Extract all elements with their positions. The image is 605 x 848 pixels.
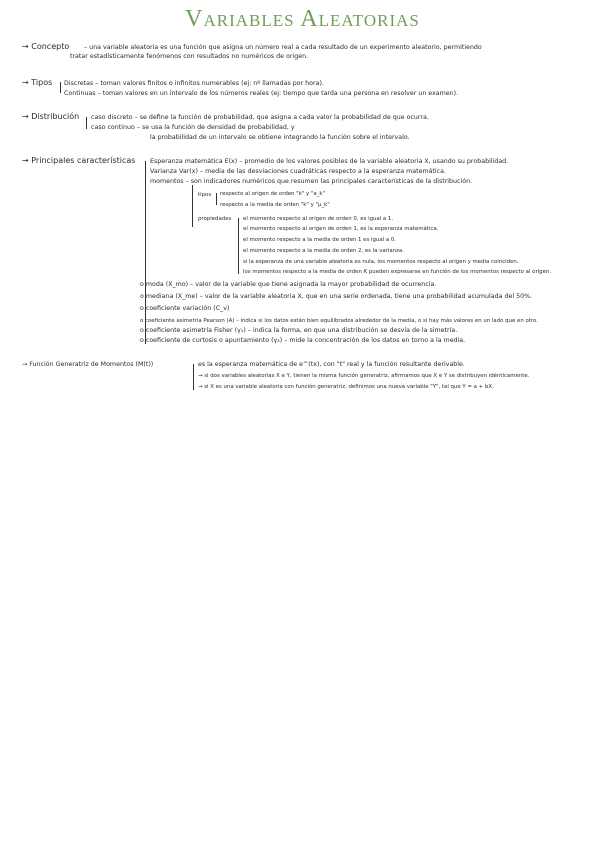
propiedad-3: el momento respecto a la media de orden 1 es igual a 0. [243, 237, 397, 243]
distribucion-brace [86, 117, 87, 129]
propiedades-brace [238, 218, 239, 274]
tipos-discretas: Discretas – toman valores finitos o infinitos numerables (ej: nº llamadas por hora). [64, 80, 324, 87]
coef-curtosis-text: o coeficiente de curtosis o apuntamiento (γ₂) – mide la concentración de los datos en torno a la media. [140, 337, 466, 344]
moda-text: o moda (X_mo) – valor de la variable que tiene asignada la mayor probabilidad de ocurrencia. [140, 281, 437, 288]
momentos-text: momentos – son indicadores numéricos que resumen las principales características de la distribución. [150, 178, 473, 185]
mediana-text: o mediana (X_me) – valor de la variable aleatoria X, que en una serie ordenada, tiene una probabilidad acumulada del 50%. [140, 293, 533, 300]
caracteristicas-label: → Principales características [22, 156, 136, 165]
distribucion-continuo-1: caso continuo – se usa la función de densidad de probabilidad, y [91, 124, 295, 131]
momentos-brace [192, 185, 193, 227]
varianza-text: Varianza Var(x) – media de las desviaciones cuadráticas respecto a la esperanza matemática. [150, 168, 446, 175]
funcion-generatriz-brace [193, 364, 194, 390]
propiedad-1: el momento respecto al origen de orden 0, es igual a 1. [243, 216, 394, 222]
concepto-line-1: – una variable aleatoria es una función que asigna un número real a cada resultado de un experimento aleatorio, permitiendo [84, 44, 482, 51]
tipo-media: respecto a la media de orden "k" y "μ_k" [220, 202, 330, 208]
propiedades-label: propiedades [198, 216, 232, 222]
funcion-generatriz-line-1: es la esperanza matemática de e^(tx), con "t" real y la función resultante derivable. [198, 361, 465, 368]
concepto-label: → Concepto [22, 42, 70, 51]
propiedad-5: si la esperanza de una variable aleatoria es nula, los momentos respecto al origen y media coinciden. [243, 259, 519, 265]
tipo-origen: respecto al origen de orden "k" y "a_k" [220, 191, 325, 197]
concepto-line-2: tratar estadísticamente fenómenos con resultados no numéricos de origen. [70, 53, 309, 60]
propiedad-6: los momentos respecto a la media de orden K pueden expresarse en función de los momentos respecto al origen. [243, 269, 552, 275]
coef-variacion-text: o coeficiente variación (C_v) [140, 305, 230, 312]
propiedad-4: el momento respecto a la media de orden 2, es la varianza. [243, 248, 404, 254]
funcion-generatriz-line-2: → si dos variables aleatorias X e Y, tienen la misma función generatriz, afirmamos que X e Y se distribuyen idénticamente. [198, 373, 530, 379]
distribucion-label: → Distribución [22, 112, 80, 121]
funcion-generatriz-label: → Función Generatriz de Momentos (M(t)) [22, 361, 154, 368]
distribucion-continuo-2: la probabilidad de un intervalo se obtiene integrando la función sobre el intervalo. [150, 134, 410, 141]
distribucion-discreto: caso discreto – se define la función de probabilidad, que asigna a cada valor la probabilidad de que ocurra. [91, 114, 429, 121]
funcion-generatriz-line-3: → si X es una variable aleatoria con función generatriz, definimos una nueva variable "Y", tal que Y = a + bX. [198, 384, 494, 390]
tipos-brace [60, 82, 61, 93]
tipos-continuas: Continuas – toman valores en un intervalo de los números reales (ej: tiempo que tarda una persona en resolver un examen). [64, 90, 459, 97]
page-title: Variables Aleatorias [185, 6, 420, 32]
tipos-momentos-label: tipos [198, 192, 212, 198]
coef-pearson-text: o coeficiente asimetría Pearson (A) – indica si los datos están bien equilibrados alrededor de la media, o si hay más valores en un lado que en otro. [140, 318, 538, 324]
tipos-label: → Tipos [22, 78, 53, 87]
tipos-momentos-brace [216, 193, 217, 205]
propiedad-2: el momento respecto al origen de orden 1, es la esperanza matemática. [243, 226, 439, 232]
esperanza-text: Esperanza matemática E(x) – promedio de los valores posibles de la variable aleatoria X, usando su probabilidad. [150, 158, 509, 165]
coef-fisher-text: o coeficiente asimetría Fisher (γ₁) – indica la forma, en que una distribución se desvía de la simetría. [140, 327, 458, 334]
